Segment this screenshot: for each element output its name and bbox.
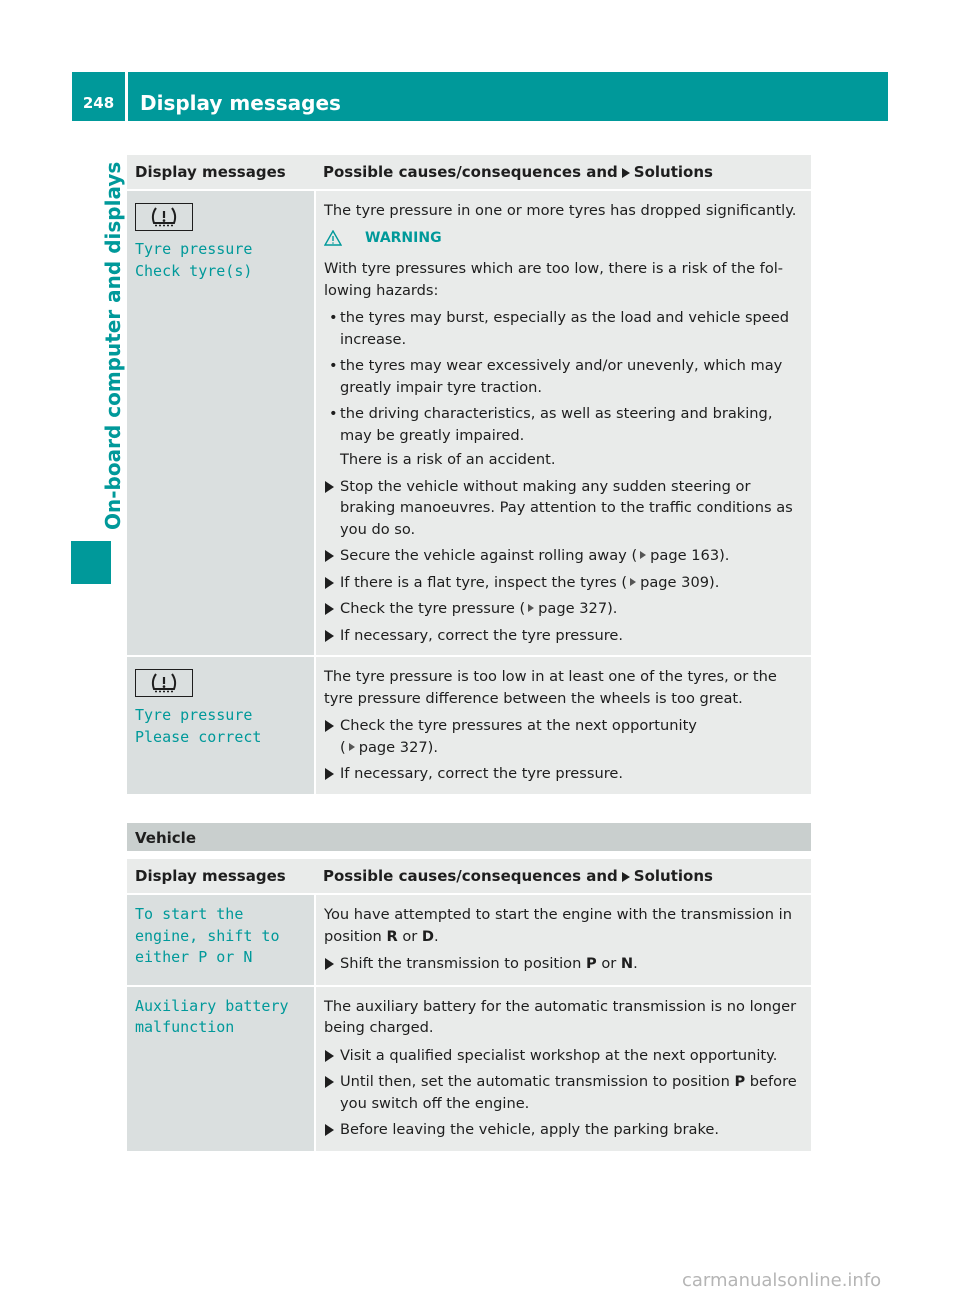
- solution-step: [324, 1119, 805, 1141]
- step-text: If there is a flat tyre, inspect the tyres (: [340, 573, 628, 591]
- cause-text: [324, 904, 805, 947]
- page-number: 248: [82, 94, 115, 112]
- side-tab-marker: [71, 541, 111, 584]
- cause-text: The tyre pressure is too low in at least one of the tyres, or the tyre pressure difference between the wheels is too great.: [324, 668, 777, 707]
- column-header-suffix: Solutions: [633, 163, 713, 181]
- solution-step: [324, 625, 805, 647]
- column-header-display-messages: Display messages: [127, 155, 315, 190]
- cause-text-part: .: [434, 927, 439, 945]
- gear-position-p: P: [734, 1073, 746, 1090]
- display-message-cell: [127, 986, 315, 1152]
- solution-step: [324, 476, 805, 541]
- step-text-end: ).: [709, 573, 720, 591]
- hazard-bullet: [324, 403, 805, 446]
- cause-text-part: or: [397, 927, 422, 945]
- bullet-icon: •: [329, 309, 338, 326]
- step-arrow-icon: [325, 958, 334, 970]
- page-reference[interactable]: page 309: [640, 573, 710, 591]
- solution-step: [324, 545, 805, 567]
- cause-text: The tyre pressure in one or more tyres has dropped significantly.: [324, 202, 797, 219]
- solution-step: [324, 953, 805, 975]
- display-messages-table-vehicle: [127, 859, 811, 1153]
- step-arrow-icon: [325, 630, 334, 642]
- page-ref-icon: [528, 604, 534, 612]
- section-title: Vehicle: [135, 829, 196, 847]
- step-text: Check the tyre pressures at the next opportunity: [340, 717, 697, 734]
- page-ref-icon: [640, 551, 646, 559]
- display-message-text: Tyre pressure: [135, 706, 253, 724]
- table-row: [127, 986, 811, 1152]
- display-message-cell: [127, 894, 315, 986]
- solutions-cell: [315, 190, 811, 656]
- display-message-text: Auxiliary battery malfunction: [135, 996, 289, 1036]
- bullet-icon: •: [329, 357, 338, 374]
- page-ref-icon: [630, 578, 636, 586]
- step-arrow-icon: [325, 1076, 334, 1088]
- gear-position-p: P: [586, 955, 597, 972]
- header-divider: [125, 72, 128, 121]
- page-ref-icon: [349, 743, 355, 751]
- column-header-solutions: [315, 155, 811, 190]
- display-message-text: Check tyre(s): [135, 261, 253, 280]
- step-text-end: ).: [427, 738, 438, 756]
- step-text: Shift the transmission to position: [340, 955, 586, 972]
- step-text: Check the tyre pressure (: [340, 600, 526, 617]
- gear-position-d: D: [421, 927, 435, 945]
- warning-triangle-icon: [324, 230, 342, 246]
- step-text: or: [596, 955, 621, 972]
- solutions-cell: [315, 656, 811, 795]
- solution-step: [324, 1045, 805, 1067]
- display-message-text: Please correct: [135, 727, 262, 746]
- solution-step: [324, 1071, 805, 1114]
- display-message-cell: [127, 656, 315, 795]
- tyre-pressure-warning-icon: [135, 669, 193, 697]
- column-header-prefix: Possible causes/consequences and: [323, 163, 618, 181]
- step-text: Visit a qualified specialist workshop at the next opportunity.: [340, 1046, 778, 1064]
- step-arrow-icon: [325, 550, 334, 562]
- gear-position-n: N: [620, 955, 634, 972]
- solutions-arrow-icon: [622, 168, 630, 178]
- step-text: Stop the vehicle without making any sudden steering or braking manoeuvres. Pay attention to the traffic conditions as you do so.: [340, 477, 793, 538]
- hazard-text: the driving characteristics, as well as steering and braking, may be greatly impaired.: [340, 405, 773, 444]
- page-reference[interactable]: page 327: [538, 600, 608, 617]
- step-text: If necessary, correct the tyre pressure.: [340, 765, 624, 782]
- step-arrow-icon: [325, 481, 334, 493]
- column-header-prefix: Possible causes/consequences and: [323, 867, 618, 885]
- risk-text: There is a risk of an accident.: [340, 451, 556, 468]
- display-message-text: Tyre pressure: [135, 240, 253, 258]
- cause-text: The auxiliary battery for the automatic transmission is no longer being charged.: [324, 997, 797, 1036]
- step-text: Secure the vehicle against rolling away (: [340, 547, 638, 564]
- step-text: If necessary, correct the tyre pressure.: [340, 626, 624, 644]
- table-row: [127, 190, 811, 656]
- cause-text-part: You have attempted to start the engine with the transmission in position: [324, 906, 792, 945]
- step-text: Until then, set the automatic transmission to position: [340, 1073, 735, 1090]
- column-header-solutions: [315, 859, 811, 894]
- step-arrow-icon: [325, 1124, 334, 1136]
- table-row: [127, 656, 811, 795]
- page-reference[interactable]: page 327: [358, 738, 428, 756]
- solution-step: [324, 572, 805, 594]
- solutions-cell: [315, 986, 811, 1152]
- hazard-text: the tyres may burst, especially as the load and vehicle speed increase.: [340, 309, 790, 348]
- step-arrow-icon: [325, 603, 334, 615]
- tyre-pressure-warning-icon: [135, 203, 193, 231]
- step-text: Before leaving the vehicle, apply the parking brake.: [340, 1121, 720, 1138]
- step-text-end: ).: [719, 547, 730, 564]
- solution-step: Check the tyre pressures at the next opportunity ( page 327).: [324, 715, 805, 758]
- display-messages-table-tyres: [127, 155, 811, 796]
- solutions-arrow-icon: [622, 872, 630, 882]
- bullet-icon: •: [329, 405, 338, 422]
- step-text: .: [633, 955, 638, 972]
- step-arrow-icon: [325, 768, 334, 780]
- step-arrow-icon: [325, 1050, 334, 1062]
- step-arrow-icon: [325, 577, 334, 589]
- display-message-cell: [127, 190, 315, 656]
- solutions-cell: [315, 894, 811, 986]
- hazard-bullet: [324, 307, 805, 350]
- hazard-text: the tyres may wear excessively and/or unevenly, which may greatly impair tyre traction.: [340, 357, 783, 396]
- watermark[interactable]: carmanualsonline.info: [682, 1270, 882, 1291]
- hazard-bullet: [324, 355, 805, 398]
- gear-position-r: R: [386, 927, 398, 945]
- warning-text: With tyre pressures which are too low, there is a risk of the fol- lowing hazards:: [324, 260, 784, 299]
- step-arrow-icon: [325, 720, 334, 732]
- page-reference[interactable]: page 163: [650, 547, 720, 564]
- column-header-display-messages: Display messages: [127, 859, 315, 894]
- page-title: Display messages: [140, 91, 341, 115]
- step-text: before you switch off the engine.: [340, 1073, 797, 1112]
- section-header-bar: [127, 823, 811, 851]
- display-message-text: To start the engine, shift to either P or N: [135, 905, 280, 966]
- step-text-end: ).: [607, 600, 618, 617]
- side-tab-label: On-board computer and displays: [101, 161, 125, 530]
- warning-label: WARNING: [365, 229, 442, 246]
- warning-heading: [324, 228, 805, 250]
- column-header-suffix: Solutions: [633, 867, 713, 885]
- table-row: [127, 894, 811, 986]
- solution-step: [324, 763, 805, 785]
- solution-step: [324, 598, 805, 620]
